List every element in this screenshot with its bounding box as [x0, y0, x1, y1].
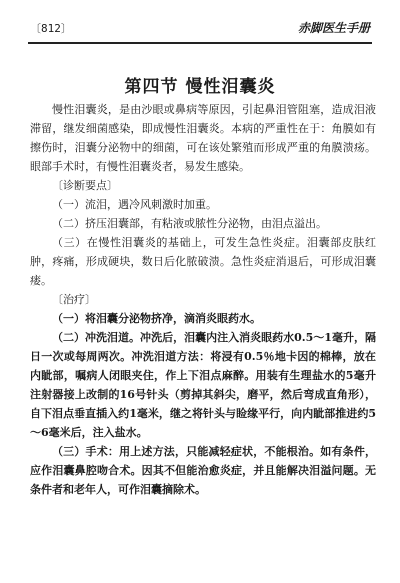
treatment-item-1: （一）将泪囊分泌物挤净，滴消炎眼药水。	[52, 312, 261, 325]
diagnosis-item-3: （三）在慢性泪囊炎的基础上，可发生急性炎症。泪囊部皮肤红肿，疼痛，形成硬块，数日后化脓破溃。急性炎症消退后，可形成泪囊瘘。	[30, 236, 376, 287]
section-title: 第四节 慢性泪囊炎	[124, 77, 276, 97]
treatment-item-2: （二）冲洗泪道。冲洗后，泪囊内注入消炎眼药水0.5～1毫升，隔日一次或每周两次。冲洗泪道方法：将浸有0.5％地卡因的棉棒，放在内眦部，嘱病人闭眼夹住，作上下泪点麻醉。用装有生理盐水的5毫升注射器接上改制的16号针头（剪掉其斜尖，磨平，然后弯成直角形），自下泪点垂直插入约1毫米，继之将针头与睑缘平行，向内眦部推进约5～6毫米后，注入盐水。	[30, 331, 376, 439]
diagnosis-item-2: （二）挤压泪囊部，有粘液或脓性分泌物，由泪点溢出。	[52, 217, 327, 230]
diagnosis-heading: 〔诊断要点〕	[52, 179, 118, 192]
treatment-heading: 〔治疗〕	[52, 293, 96, 306]
page-number: 〔812〕	[30, 22, 72, 35]
body-text	[30, 100, 376, 499]
diagnosis-item-1: （一）流泪，遇冷风刺激时加重。	[52, 198, 217, 211]
intro-paragraph: 慢性泪囊炎，是由沙眼或鼻病等原因，引起鼻泪管阻塞，造成泪液滞留，继发细菌感染，即成慢性泪囊炎。本病的严重性在于：角膜如有擦伤时，泪囊分泌物中的细菌，可在该处繁殖而形成严重的角膜溃疡。眼部手术时，有慢性泪囊炎者，易发生感染。	[30, 103, 376, 173]
running-book-title: 赤脚医生手册	[297, 21, 370, 35]
page-header	[28, 18, 372, 44]
treatment-item-3: （三）手术：用上述方法，只能减轻症状，不能根治。如有条件，应作泪囊鼻腔吻合术。因其不但能治愈炎症，并且能解决泪溢问题。无条件者和老年人，可作泪囊摘除术。	[30, 445, 376, 496]
